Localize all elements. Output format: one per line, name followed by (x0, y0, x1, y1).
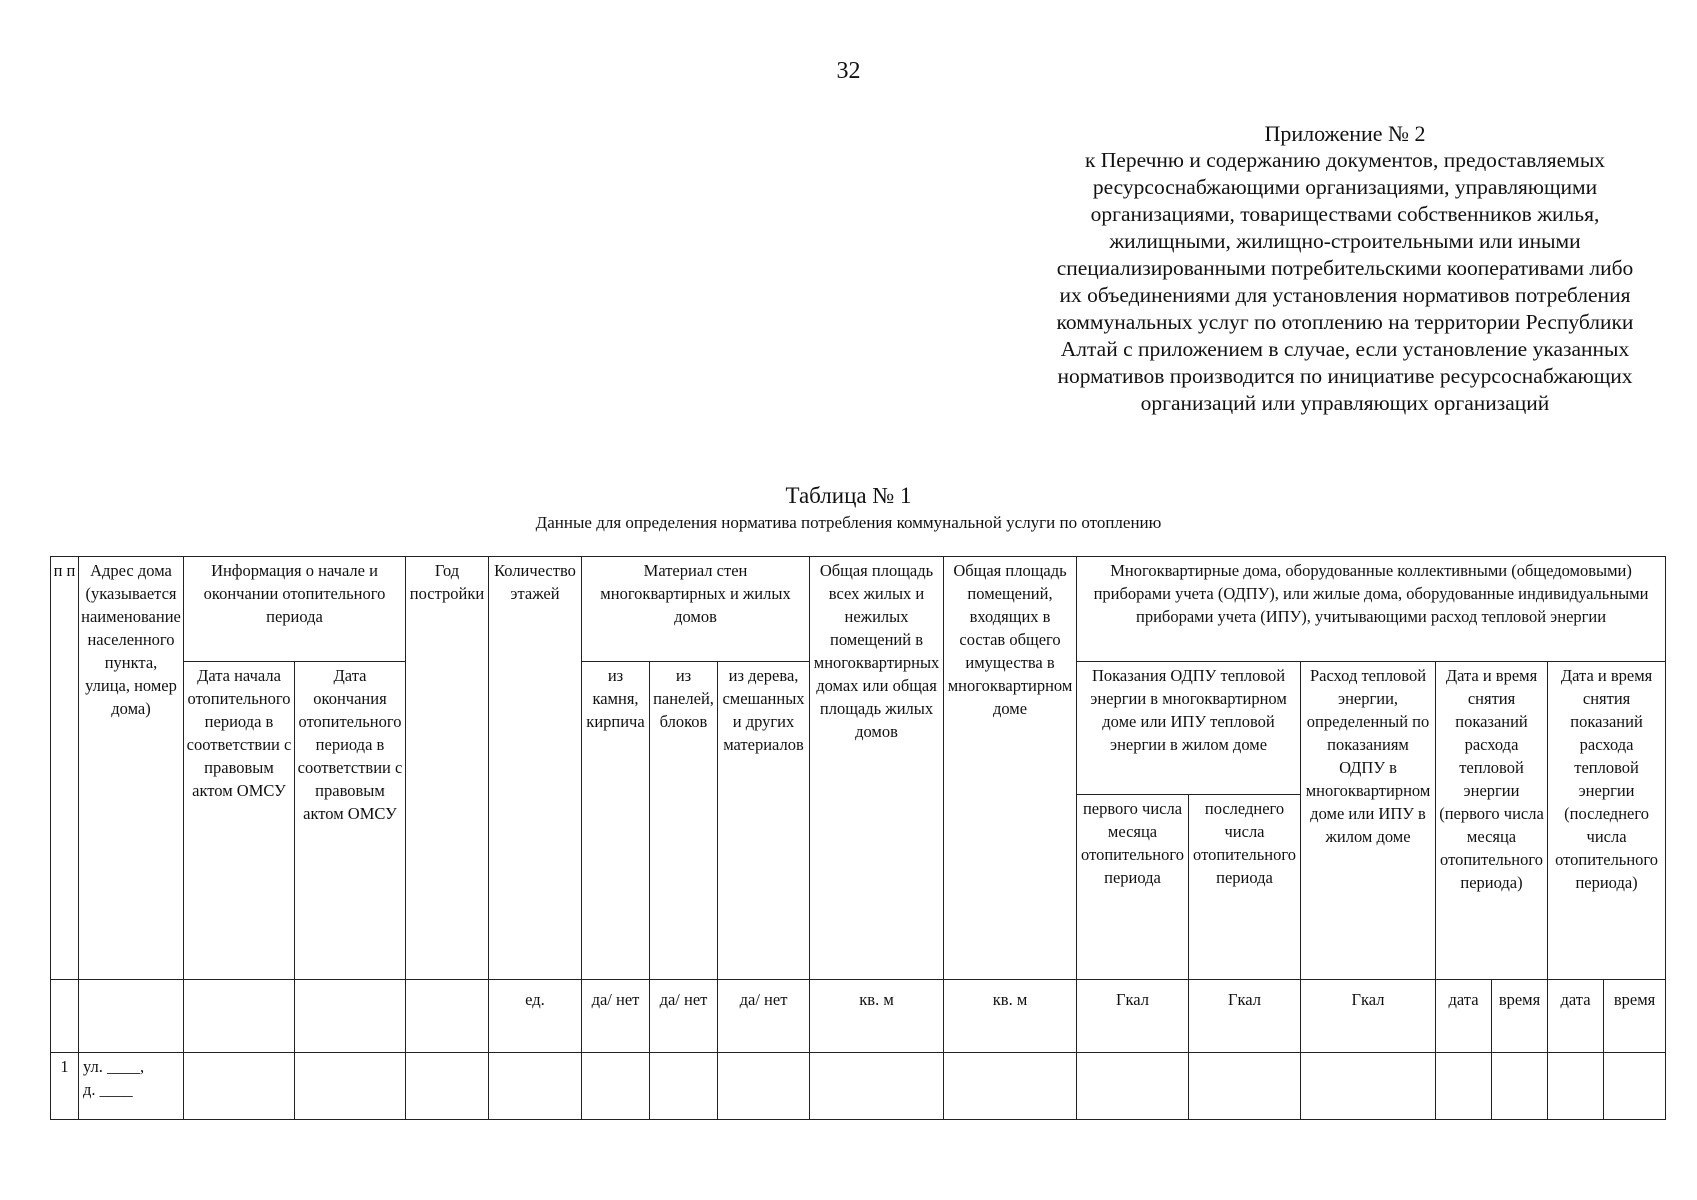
appendix-line: коммунальных услуг по отоплению на территории Республики (1056, 310, 1634, 334)
row-house: д. ____ (83, 1080, 133, 1099)
header-address: Адрес дома (указывается наименование населенного пункта, улица, номер дома) (79, 557, 184, 980)
row-cell (295, 1053, 406, 1120)
header-wall-stone: из камня, кирпича (582, 662, 650, 980)
unit-date-2: дата (1548, 980, 1604, 1053)
row-cell (718, 1053, 810, 1120)
unit-consumption: Гкал (1301, 980, 1436, 1053)
header-heating-period: Информация о начале и окончании отопительного периода (184, 557, 406, 662)
row-cell (1301, 1053, 1436, 1120)
row-street: ул. ____, (83, 1057, 145, 1076)
appendix-line: их объединениями для установления нормативов потребления (1059, 283, 1631, 307)
unit-cell (406, 980, 489, 1053)
row-address (79, 1053, 184, 1120)
appendix-line: жилищными, жилищно-строительными или иными (1109, 229, 1581, 253)
header-wall-material: Материал стен многоквартирных и жилых домов (582, 557, 810, 662)
unit-readings-last: Гкал (1189, 980, 1301, 1053)
header-wall-panels: из панелей, блоков (650, 662, 718, 980)
row-cell (810, 1053, 944, 1120)
unit-readings-first: Гкал (1077, 980, 1189, 1053)
row-num: 1 (51, 1053, 79, 1120)
row-cell (1548, 1053, 1604, 1120)
header-heating-end: Дата окончания отопительного периода в соответствии с правовым актом ОМСУ (295, 662, 406, 980)
header-num: п п (51, 557, 79, 980)
row-cell (1492, 1053, 1548, 1120)
unit-wall-stone: да/ нет (582, 980, 650, 1053)
unit-wall-wood: да/ нет (718, 980, 810, 1053)
units-row (51, 980, 1666, 1053)
unit-cell (51, 980, 79, 1053)
unit-date-1: дата (1436, 980, 1492, 1053)
unit-floors: ед. (489, 980, 582, 1053)
table-subtitle: Данные для определения норматива потребления коммунальной услуги по отоплению (535, 513, 1162, 532)
appendix-line: нормативов производится по инициативе ресурсоснабжающих (1057, 364, 1633, 388)
header-row-1 (51, 557, 1666, 662)
row-cell (1077, 1053, 1189, 1120)
row-cell (1189, 1053, 1301, 1120)
row-cell (184, 1053, 295, 1120)
header-total-area: Общая площадь всех жилых и нежилых помещений в многоквартирных домах или общая площадь жилых домов (810, 557, 944, 980)
appendix-header (995, 120, 1695, 417)
unit-time-1: время (1492, 980, 1548, 1053)
unit-cell (184, 980, 295, 1053)
row-cell (406, 1053, 489, 1120)
appendix-line: ресурсоснабжающими организациями, управляющими (1092, 175, 1598, 199)
header-common-area: Общая площадь помещений, входящих в состав общего имущества в многоквартирном доме (944, 557, 1077, 980)
header-datetime-first: Дата и время снятия показаний расхода тепловой энергии (первого числа месяца отопительного периода) (1436, 662, 1548, 980)
appendix-line: организаций или управляющих организаций (1140, 391, 1550, 415)
appendix-line: к Перечню и содержанию документов, предоставляемых (1084, 148, 1606, 172)
table-row (51, 1053, 1666, 1120)
row-cell (489, 1053, 582, 1120)
unit-cell (79, 980, 184, 1053)
unit-time-2: время (1604, 980, 1666, 1053)
appendix-line: Алтай с приложением в случае, если установление указанных (1060, 337, 1630, 361)
data-table (50, 556, 1666, 1120)
appendix-line: специализированными потребительскими кооперативами либо (1056, 256, 1634, 280)
page-number: 32 (836, 58, 861, 84)
header-heating-start: Дата начала отопительного периода в соответствии с правовым актом ОМСУ (184, 662, 295, 980)
appendix-title: Приложение № 2 (1264, 121, 1426, 146)
row-cell (582, 1053, 650, 1120)
header-floors: Количество этажей (489, 557, 582, 980)
unit-wall-panels: да/ нет (650, 980, 718, 1053)
unit-common-area: кв. м (944, 980, 1077, 1053)
unit-cell (295, 980, 406, 1053)
row-cell (1604, 1053, 1666, 1120)
unit-total-area: кв. м (810, 980, 944, 1053)
header-year-built: Год постройки (406, 557, 489, 980)
row-cell (944, 1053, 1077, 1120)
header-readings-first: первого числа месяца отопительного периода (1077, 795, 1189, 980)
header-meters-group: Многоквартирные дома, оборудованные коллективными (общедомовыми) приборами учета (ОДПУ), или жилые дома, оборудованные индивидуальными приборами учета (ИПУ), учитывающими расход тепловой энергии (1077, 557, 1666, 662)
header-wall-wood: из дерева, смешанных и других материалов (718, 662, 810, 980)
header-datetime-last: Дата и время снятия показаний расхода тепловой энергии (последнего числа отопительного периода) (1548, 662, 1666, 980)
table-caption: Таблица № 1 (785, 483, 912, 508)
appendix-line: организациями, товариществами собственников жилья, (1090, 202, 1600, 226)
header-readings-last: последнего числа отопительного периода (1189, 795, 1301, 980)
header-consumption: Расход тепловой энергии, определенный по показаниям ОДПУ в многоквартирном доме или ИПУ в жилом доме (1301, 662, 1436, 980)
row-cell (650, 1053, 718, 1120)
row-cell (1436, 1053, 1492, 1120)
header-readings: Показания ОДПУ тепловой энергии в многоквартирном доме или ИПУ тепловой энергии в жилом доме (1077, 662, 1301, 795)
